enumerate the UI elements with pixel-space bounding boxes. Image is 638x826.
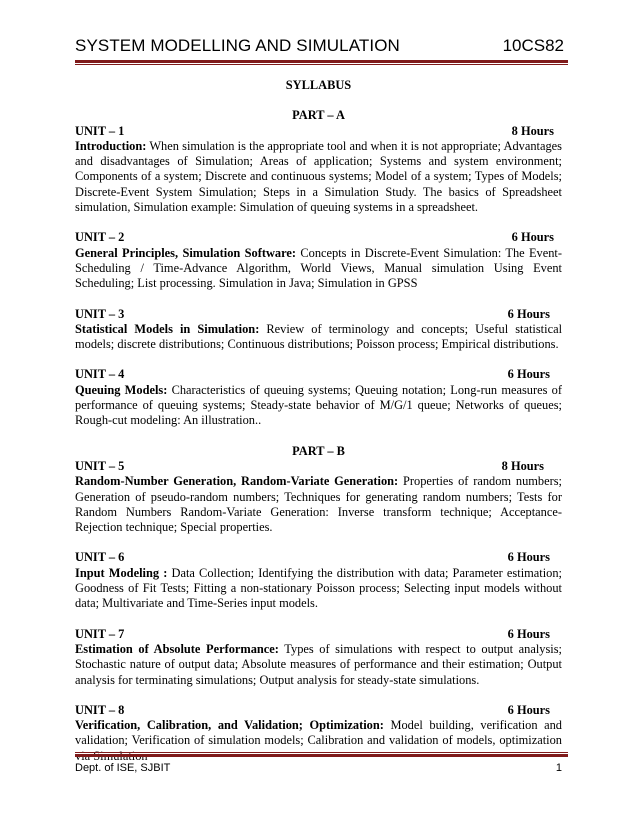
unit-number: UNIT – 8 — [75, 702, 125, 717]
unit-text: Review of terminology and concepts; Useful statistical models; discrete distributions; Continuous distributions; Poisson process; Empirical distributions. — [75, 321, 563, 352]
page-number: 1 — [555, 762, 562, 774]
unit-line — [75, 627, 562, 642]
unit-block-7 — [75, 627, 562, 688]
unit-number: UNIT – 3 — [75, 306, 125, 321]
unit-block-3 — [75, 307, 562, 353]
unit-heading: Introduction: — [75, 138, 147, 153]
unit-number: UNIT – 4 — [75, 367, 125, 382]
page-header — [75, 36, 568, 60]
unit-description — [75, 383, 562, 429]
unit-text: Concepts in Discrete-Event Simulation: The Event-Scheduling / Time-Advance Algorithm, World Views, Manual simulation Using Event Scheduling; List processing. Simulation in Java; Simulation in GPSS — [75, 245, 563, 291]
unit-line — [75, 367, 562, 382]
unit-hours: 6 Hours — [507, 626, 550, 641]
unit-description — [75, 718, 562, 764]
unit-description — [75, 474, 562, 535]
unit-heading: Statistical Models in Simulation: — [75, 321, 260, 336]
footer-department: Dept. of ISE, SJBIT — [75, 762, 171, 774]
unit-line — [75, 230, 562, 245]
unit-line — [75, 703, 562, 718]
unit-heading: Estimation of Absolute Performance: — [75, 641, 279, 656]
unit-number: UNIT – 1 — [75, 123, 125, 138]
unit-block-6 — [75, 550, 562, 611]
unit-block-1 — [75, 124, 562, 216]
unit-description — [75, 139, 562, 215]
header-rule-thin — [75, 64, 568, 65]
unit-text: Types of simulations with respect to output analysis; Stochastic nature of output data; Absolute measures of performance and their estimation; Output analysis for terminating simulations; Output analysis for steady-state simulations. — [75, 641, 562, 687]
unit-line — [75, 459, 562, 474]
unit-text: Data Collection; Identifying the distribution with data; Parameter estimation; Goodness of Fit Tests; Fitting a non-stationary Poisson process; Selecting input models without data; Multivariate and Time-Series input models. — [75, 565, 562, 611]
unit-number: UNIT – 2 — [75, 230, 125, 245]
unit-number: UNIT – 7 — [75, 626, 125, 641]
unit-block-5 — [75, 459, 562, 535]
unit-block-2 — [75, 230, 562, 291]
unit-description — [75, 566, 562, 612]
unit-hours: 6 Hours — [507, 367, 550, 382]
unit-line — [75, 124, 562, 139]
unit-text: When simulation is the appropriate tool and when it is not appropriate; Advantages and disadvantages of Simulation; Areas of application; Systems and system environment; Components of a system; Discrete and continuous systems; Model of a system; Types of Models; Discrete-Event System Simulation; Steps in a Simulation Study. The basics of Spreadsheet simulation, Simulation example: Simulation of queuing systems in a spreadsheet. — [75, 138, 562, 215]
unit-number: UNIT – 6 — [75, 550, 125, 565]
syllabus-content — [75, 78, 562, 779]
unit-hours: 8 Hours — [511, 123, 554, 138]
page-footer — [75, 762, 562, 774]
unit-hours: 6 Hours — [507, 702, 550, 717]
unit-text: Characteristics of queuing systems; Queuing notation; Long-run measures of performance of queuing systems; Steady-state behavior of M/G/1 queue; Networks of queues; Rough-cut modeling: An illustration.. — [75, 382, 562, 428]
unit-heading: Input Modeling : — [75, 565, 168, 580]
unit-heading: Verification, Calibration, and Validation; Optimization: — [75, 718, 384, 733]
unit-line — [75, 550, 562, 565]
part-a-heading: PART – A — [292, 108, 345, 123]
syllabus-title: SYLLABUS — [285, 78, 352, 92]
course-code: 10CS82 — [502, 36, 564, 55]
part-b-heading: PART – B — [292, 443, 345, 458]
unit-line — [75, 307, 562, 322]
unit-heading: Random-Number Generation, Random-Variate Generation: — [75, 474, 399, 489]
unit-description — [75, 322, 562, 353]
unit-description — [75, 642, 562, 688]
unit-hours: 6 Hours — [507, 550, 550, 565]
unit-description — [75, 246, 562, 292]
unit-hours: 6 Hours — [511, 230, 554, 245]
header-rule-thick — [75, 60, 568, 63]
unit-text: Properties of random numbers; Generation of pseudo-random numbers; Techniques for generating random numbers; Tests for Random Numbers Random-Variate Generation: Inverse transform technique; Acceptance-Rejection technique; Special properties. — [75, 474, 562, 535]
footer-rule-thin — [75, 752, 568, 753]
unit-heading: Queuing Models: — [75, 382, 168, 397]
footer-rule-thick — [75, 754, 568, 757]
header-title: SYSTEM MODELLING AND SIMULATION — [75, 36, 400, 55]
unit-text: Model building, verification and validation; Verification of simulation models; Calibration and validation of models, optimization — [75, 718, 563, 748]
unit-block-4 — [75, 367, 562, 428]
unit-hours: 6 Hours — [507, 306, 550, 321]
unit-hours: 8 Hours — [501, 458, 544, 473]
unit-number: UNIT – 5 — [75, 458, 125, 473]
unit-heading: General Principles, Simulation Software: — [75, 245, 297, 260]
